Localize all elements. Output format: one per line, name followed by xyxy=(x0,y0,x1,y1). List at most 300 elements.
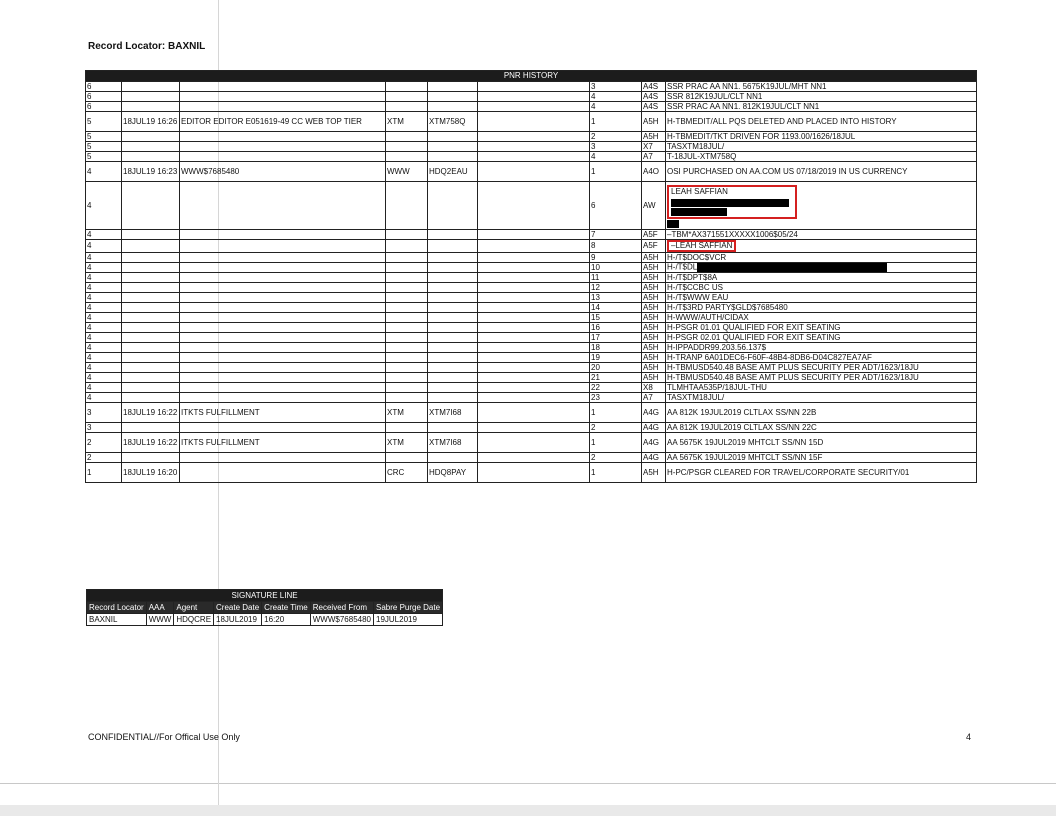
history-action-cell xyxy=(180,182,386,230)
history-type-cell: A5H xyxy=(642,343,666,353)
history-type-cell: A5H xyxy=(642,283,666,293)
history-text-cell: SSR PRAC AA NN1. 5675K19JUL/MHT NN1 xyxy=(666,82,977,92)
history-text-cell: SSR PRAC AA NN1. 812K19JUL/CLT NN1 xyxy=(666,102,977,112)
history-ref-cell xyxy=(428,423,478,433)
history-seq-cell: 4 xyxy=(86,343,122,353)
history-seq-cell: 4 xyxy=(86,393,122,403)
history-date-cell: 18JUL19 16:23 xyxy=(122,162,180,182)
history-ref-cell xyxy=(428,263,478,273)
history-ref-cell xyxy=(428,253,478,263)
table-row xyxy=(86,463,977,483)
history-type-cell: A5H xyxy=(642,112,666,132)
sig-value-received-from: WWW$7685480 xyxy=(310,614,373,626)
history-action-cell xyxy=(180,313,386,323)
history-ref-cell xyxy=(428,182,478,230)
history-type-cell: A4G xyxy=(642,423,666,433)
history-text-cell: H-TRANP 6A01DEC6-F60F-48B4-8DB6-D04C827EA7AF xyxy=(666,353,977,363)
table-row xyxy=(86,403,977,423)
history-date-cell xyxy=(122,293,180,303)
redaction-bar xyxy=(671,199,789,207)
history-date-cell xyxy=(122,82,180,92)
history-text: H-/T$DL xyxy=(667,262,698,272)
history-line-cell: 22 xyxy=(590,383,642,393)
history-seq-cell: 4 xyxy=(86,333,122,343)
history-action-cell: ITKTS FULFILLMENT xyxy=(180,433,386,453)
history-blank-cell xyxy=(478,152,590,162)
history-action-cell xyxy=(180,363,386,373)
history-type-cell: A5H xyxy=(642,132,666,142)
table-row xyxy=(86,112,977,132)
sig-header-create-time: Create Time xyxy=(262,602,311,614)
history-text-cell: AA 5675K 19JUL2019 MHTCLT SS/NN 15D xyxy=(666,433,977,453)
history-action-cell xyxy=(180,102,386,112)
history-blank-cell xyxy=(478,293,590,303)
history-line-cell: 2 xyxy=(590,132,642,142)
history-seq-cell: 4 xyxy=(86,240,122,253)
history-code-cell xyxy=(386,142,428,152)
history-date-cell xyxy=(122,343,180,353)
history-ref-cell xyxy=(428,323,478,333)
history-ref-cell xyxy=(428,82,478,92)
table-row xyxy=(86,283,977,293)
history-ref-cell xyxy=(428,132,478,142)
history-line-cell: 1 xyxy=(590,112,642,132)
history-date-cell xyxy=(122,453,180,463)
history-seq-cell: 2 xyxy=(86,453,122,463)
sig-header-record-locator: Record Locator xyxy=(87,602,147,614)
history-text-cell: H-/T$DOC$VCR xyxy=(666,253,977,263)
history-type-cell: X8 xyxy=(642,383,666,393)
table-row xyxy=(86,273,977,283)
history-seq-cell: 4 xyxy=(86,313,122,323)
table-row xyxy=(86,240,977,253)
history-type-cell: A5F xyxy=(642,240,666,253)
history-seq-cell: 4 xyxy=(86,323,122,333)
history-action-cell xyxy=(180,82,386,92)
history-ref-cell xyxy=(428,293,478,303)
sig-header-aaa: AAA xyxy=(146,602,174,614)
history-code-cell xyxy=(386,343,428,353)
history-code-cell xyxy=(386,333,428,343)
history-line-cell: 19 xyxy=(590,353,642,363)
table-row xyxy=(86,253,977,263)
history-seq-cell: 3 xyxy=(86,423,122,433)
table-row xyxy=(86,373,977,383)
history-type-cell: A5H xyxy=(642,323,666,333)
history-date-cell xyxy=(122,423,180,433)
history-code-cell xyxy=(386,283,428,293)
history-action-cell: WWW$7685480 xyxy=(180,162,386,182)
history-blank-cell xyxy=(478,373,590,383)
history-line-cell: 9 xyxy=(590,253,642,263)
history-blank-cell xyxy=(478,463,590,483)
history-ref-cell xyxy=(428,313,478,323)
history-code-cell xyxy=(386,273,428,283)
history-text-cell: H-PSGR 02.01 QUALIFIED FOR EXIT SEATING xyxy=(666,333,977,343)
table-row xyxy=(86,230,977,240)
history-text-cell: H-TBMUSD540.48 BASE AMT PLUS SECURITY PER ADT/1623/18JU xyxy=(666,373,977,383)
signature-header-row xyxy=(87,602,443,614)
history-action-cell xyxy=(180,383,386,393)
history-ref-cell xyxy=(428,92,478,102)
history-action-cell xyxy=(180,132,386,142)
history-date-cell xyxy=(122,263,180,273)
history-seq-cell: 5 xyxy=(86,152,122,162)
confidential-footer: CONFIDENTIAL//For Offical Use Only xyxy=(88,732,240,742)
history-date-cell xyxy=(122,393,180,403)
history-line-cell: 12 xyxy=(590,283,642,293)
history-line-cell: 1 xyxy=(590,433,642,453)
history-line-cell: 23 xyxy=(590,393,642,403)
history-ref-cell xyxy=(428,333,478,343)
history-line-cell: 8 xyxy=(590,240,642,253)
scan-artifact-line xyxy=(0,783,1056,784)
history-date-cell xyxy=(122,142,180,152)
history-action-cell xyxy=(180,393,386,403)
history-ref-cell: XTM758Q xyxy=(428,112,478,132)
history-seq-cell: 4 xyxy=(86,283,122,293)
history-code-cell xyxy=(386,293,428,303)
history-code-cell xyxy=(386,132,428,142)
history-code-cell xyxy=(386,373,428,383)
history-seq-cell: 4 xyxy=(86,263,122,273)
history-blank-cell xyxy=(478,82,590,92)
history-text-cell: TASXTM18JUL/ xyxy=(666,393,977,403)
history-text-cell: H-IPPADDR99.203.56.137$ xyxy=(666,343,977,353)
history-line-cell: 4 xyxy=(590,102,642,112)
redaction-bar xyxy=(667,220,679,228)
history-ref-cell: XTM7I68 xyxy=(428,433,478,453)
history-action-cell xyxy=(180,373,386,383)
history-date-cell xyxy=(122,152,180,162)
history-text-cell: TASXTM18JUL/ xyxy=(666,142,977,152)
history-text-cell: H-PSGR 01.01 QUALIFIED FOR EXIT SEATING xyxy=(666,323,977,333)
history-ref-cell xyxy=(428,240,478,253)
history-action-cell xyxy=(180,423,386,433)
history-code-cell xyxy=(386,182,428,230)
history-ref-cell xyxy=(428,273,478,283)
history-type-cell: A5H xyxy=(642,253,666,263)
history-seq-cell: 4 xyxy=(86,363,122,373)
history-line-cell: 2 xyxy=(590,453,642,463)
history-code-cell: XTM xyxy=(386,433,428,453)
sig-value-aaa: WWW xyxy=(146,614,174,626)
history-date-cell xyxy=(122,132,180,142)
history-blank-cell xyxy=(478,142,590,152)
history-text-cell: H-/T$CCBC US xyxy=(666,283,977,293)
redaction-bar xyxy=(671,208,727,216)
table-row xyxy=(86,383,977,393)
history-type-cell: A4G xyxy=(642,453,666,463)
table-row xyxy=(86,142,977,152)
table-row xyxy=(86,333,977,343)
history-ref-cell: HDQ2EAU xyxy=(428,162,478,182)
history-type-cell: A4S xyxy=(642,82,666,92)
history-line-cell: 11 xyxy=(590,273,642,283)
history-code-cell xyxy=(386,253,428,263)
history-line-cell: 4 xyxy=(590,152,642,162)
history-line-cell: 4 xyxy=(590,92,642,102)
history-ref-cell xyxy=(428,353,478,363)
table-row xyxy=(86,393,977,403)
history-seq-cell: 4 xyxy=(86,253,122,263)
history-text-cell: H-/T$3RD PARTY$GLD$7685480 xyxy=(666,303,977,313)
history-text-cell: T-18JUL-XTM758Q xyxy=(666,152,977,162)
pnr-history-title: PNR HISTORY xyxy=(86,71,977,82)
history-ref-cell xyxy=(428,142,478,152)
history-code-cell xyxy=(386,230,428,240)
history-blank-cell xyxy=(478,343,590,353)
table-row xyxy=(86,102,977,112)
history-seq-cell: 2 xyxy=(86,433,122,453)
history-action-cell xyxy=(180,283,386,293)
history-ref-cell xyxy=(428,373,478,383)
history-action-cell xyxy=(180,293,386,303)
signature-title-row xyxy=(87,590,443,602)
table-row xyxy=(86,152,977,162)
history-seq-cell: 4 xyxy=(86,182,122,230)
history-line-cell: 21 xyxy=(590,373,642,383)
history-text-cell: H-/T$WWW EAU xyxy=(666,293,977,303)
history-seq-cell: 4 xyxy=(86,230,122,240)
history-ref-cell xyxy=(428,453,478,463)
history-date-cell xyxy=(122,283,180,293)
history-date-cell: 18JUL19 16:26 xyxy=(122,112,180,132)
history-line-cell: 7 xyxy=(590,230,642,240)
history-blank-cell xyxy=(478,253,590,263)
history-code-cell xyxy=(386,152,428,162)
table-row xyxy=(86,433,977,453)
history-line-cell: 17 xyxy=(590,333,642,343)
history-action-cell xyxy=(180,463,386,483)
history-line-cell: 6 xyxy=(590,182,642,230)
history-code-cell xyxy=(386,102,428,112)
history-code-cell: WWW xyxy=(386,162,428,182)
history-text-cell: H-WWW/AUTH/CIDAX xyxy=(666,313,977,323)
history-type-cell: X7 xyxy=(642,142,666,152)
history-line-cell: 1 xyxy=(590,463,642,483)
history-type-cell: A5F xyxy=(642,230,666,240)
history-text-cell: SSR 812K19JUL/CLT NN1 xyxy=(666,92,977,102)
history-type-cell: A4G xyxy=(642,433,666,453)
redaction-highlight-box xyxy=(667,185,797,219)
table-row xyxy=(86,162,977,182)
history-date-cell xyxy=(122,182,180,230)
signature-line-table xyxy=(86,589,443,626)
history-text-cell: AA 812K 19JUL2019 CLTLAX SS/NN 22C xyxy=(666,423,977,433)
history-action-cell xyxy=(180,263,386,273)
history-date-cell xyxy=(122,92,180,102)
history-seq-cell: 5 xyxy=(86,132,122,142)
page-number: 4 xyxy=(966,732,972,742)
table-row xyxy=(86,293,977,303)
history-action-cell xyxy=(180,343,386,353)
history-code-cell xyxy=(386,240,428,253)
history-code-cell xyxy=(386,363,428,373)
history-line-cell: 10 xyxy=(590,263,642,273)
history-code-cell: XTM xyxy=(386,112,428,132)
history-action-cell xyxy=(180,240,386,253)
history-type-cell: A5H xyxy=(642,353,666,363)
pnr-history-table xyxy=(85,70,977,483)
history-date-cell xyxy=(122,240,180,253)
history-text-cell: AA 5675K 19JUL2019 MHTCLT SS/NN 15F xyxy=(666,453,977,463)
history-action-cell: EDITOR EDITOR E051619-49 CC WEB TOP TIER xyxy=(180,112,386,132)
history-code-cell xyxy=(386,453,428,463)
history-line-cell: 1 xyxy=(590,162,642,182)
history-text-cell: H-/T$DPT$8A xyxy=(666,273,977,283)
history-line-cell: 15 xyxy=(590,313,642,323)
history-action-cell xyxy=(180,142,386,152)
history-blank-cell xyxy=(478,363,590,373)
history-type-cell: A5H xyxy=(642,303,666,313)
history-line-cell: 13 xyxy=(590,293,642,303)
sig-header-agent: Agent xyxy=(174,602,214,614)
table-row xyxy=(86,353,977,363)
history-code-cell xyxy=(386,263,428,273)
history-blank-cell xyxy=(478,132,590,142)
history-code-cell xyxy=(386,303,428,313)
history-ref-cell xyxy=(428,230,478,240)
history-blank-cell xyxy=(478,403,590,423)
history-blank-cell xyxy=(478,240,590,253)
history-action-cell xyxy=(180,333,386,343)
table-row xyxy=(86,313,977,323)
history-blank-cell xyxy=(478,102,590,112)
scan-page-edge xyxy=(0,805,1056,816)
history-line-cell: 14 xyxy=(590,303,642,313)
history-line-cell: 3 xyxy=(590,142,642,152)
history-seq-cell: 5 xyxy=(86,142,122,152)
history-seq-cell: 6 xyxy=(86,82,122,92)
history-type-cell: A5H xyxy=(642,293,666,303)
sig-value-create-time: 16:20 xyxy=(262,614,311,626)
table-row xyxy=(86,263,977,273)
history-text-cell: OSI PURCHASED ON AA.COM US 07/18/2019 IN US CURRENCY xyxy=(666,162,977,182)
history-date-cell xyxy=(122,353,180,363)
history-blank-cell xyxy=(478,92,590,102)
history-type-cell: A5H xyxy=(642,263,666,273)
history-action-cell xyxy=(180,453,386,463)
history-date-cell xyxy=(122,313,180,323)
history-blank-cell xyxy=(478,162,590,182)
history-blank-cell xyxy=(478,383,590,393)
history-code-cell xyxy=(386,353,428,363)
history-line-cell: 20 xyxy=(590,363,642,373)
table-row xyxy=(86,303,977,313)
history-date-cell xyxy=(122,373,180,383)
history-text-cell: H-TBMEDIT/ALL PQS DELETED AND PLACED INTO HISTORY xyxy=(666,112,977,132)
history-action-cell: ITKTS FULFILLMENT xyxy=(180,403,386,423)
history-ref-cell xyxy=(428,383,478,393)
history-code-cell xyxy=(386,383,428,393)
history-type-cell: A5H xyxy=(642,273,666,283)
history-seq-cell: 4 xyxy=(86,273,122,283)
table-row xyxy=(86,363,977,373)
history-seq-cell: 4 xyxy=(86,383,122,393)
history-action-cell xyxy=(180,230,386,240)
history-line-cell: 3 xyxy=(590,82,642,92)
sig-header-received-from: Received From xyxy=(310,602,373,614)
history-blank-cell xyxy=(478,263,590,273)
history-type-cell: A5H xyxy=(642,373,666,383)
history-text-cell: H-TBMUSD540.48 BASE AMT PLUS SECURITY PER ADT/1623/18JU xyxy=(666,363,977,373)
history-line-cell: 1 xyxy=(590,403,642,423)
history-date-cell: 18JUL19 16:22 xyxy=(122,433,180,453)
history-type-cell: A5H xyxy=(642,363,666,373)
history-text-cell: TLMHTAA535P/18JUL-THU xyxy=(666,383,977,393)
history-text-cell xyxy=(666,182,977,230)
history-text-cell xyxy=(666,240,977,253)
history-code-cell xyxy=(386,92,428,102)
history-date-cell xyxy=(122,323,180,333)
history-blank-cell xyxy=(478,353,590,363)
history-ref-cell xyxy=(428,303,478,313)
history-line-cell: 2 xyxy=(590,423,642,433)
history-ref-cell xyxy=(428,152,478,162)
history-date-cell xyxy=(122,102,180,112)
history-type-cell: A7 xyxy=(642,393,666,403)
signature-value-row xyxy=(87,614,443,626)
history-seq-cell: 6 xyxy=(86,92,122,102)
history-type-cell: A5H xyxy=(642,333,666,343)
record-locator-heading: Record Locator: BAXNIL xyxy=(88,41,206,52)
history-type-cell: A4G xyxy=(642,403,666,423)
table-row xyxy=(86,92,977,102)
history-action-cell xyxy=(180,152,386,162)
history-seq-cell: 5 xyxy=(86,112,122,132)
history-type-cell: A5H xyxy=(642,313,666,323)
history-ref-cell: HDQ8PAY xyxy=(428,463,478,483)
passenger-name: LEAH SAFFIAN xyxy=(671,186,728,196)
history-action-cell xyxy=(180,273,386,283)
history-type-cell: A4S xyxy=(642,102,666,112)
history-code-cell: XTM xyxy=(386,403,428,423)
history-seq-cell: 4 xyxy=(86,373,122,383)
history-blank-cell xyxy=(478,313,590,323)
history-date-cell xyxy=(122,383,180,393)
sig-header-sabre-purge-date: Sabre Purge Date xyxy=(374,602,443,614)
history-line-cell: 16 xyxy=(590,323,642,333)
history-date-cell xyxy=(122,230,180,240)
history-date-cell xyxy=(122,303,180,313)
history-type-cell: A4O xyxy=(642,162,666,182)
history-ref-cell xyxy=(428,393,478,403)
history-blank-cell xyxy=(478,283,590,293)
history-blank-cell xyxy=(478,112,590,132)
history-action-cell xyxy=(180,253,386,263)
history-blank-cell xyxy=(478,273,590,283)
history-line-cell: 18 xyxy=(590,343,642,353)
history-seq-cell: 4 xyxy=(86,303,122,313)
table-row xyxy=(86,343,977,353)
redaction-bar xyxy=(697,263,887,272)
signature-title: SIGNATURE LINE xyxy=(87,590,443,602)
history-code-cell xyxy=(386,82,428,92)
history-date-cell xyxy=(122,253,180,263)
history-type-cell: AW xyxy=(642,182,666,230)
history-type-cell: A7 xyxy=(642,152,666,162)
table-row xyxy=(86,423,977,433)
history-ref-cell: XTM7I68 xyxy=(428,403,478,423)
history-blank-cell xyxy=(478,423,590,433)
history-date-cell: 18JUL19 16:20 xyxy=(122,463,180,483)
history-text-cell: H-PC/PSGR CLEARED FOR TRAVEL/CORPORATE SECURITY/01 xyxy=(666,463,977,483)
sig-value-agent: HDQCRE xyxy=(174,614,214,626)
history-date-cell: 18JUL19 16:22 xyxy=(122,403,180,423)
history-seq-cell: 1 xyxy=(86,463,122,483)
history-blank-cell xyxy=(478,453,590,463)
